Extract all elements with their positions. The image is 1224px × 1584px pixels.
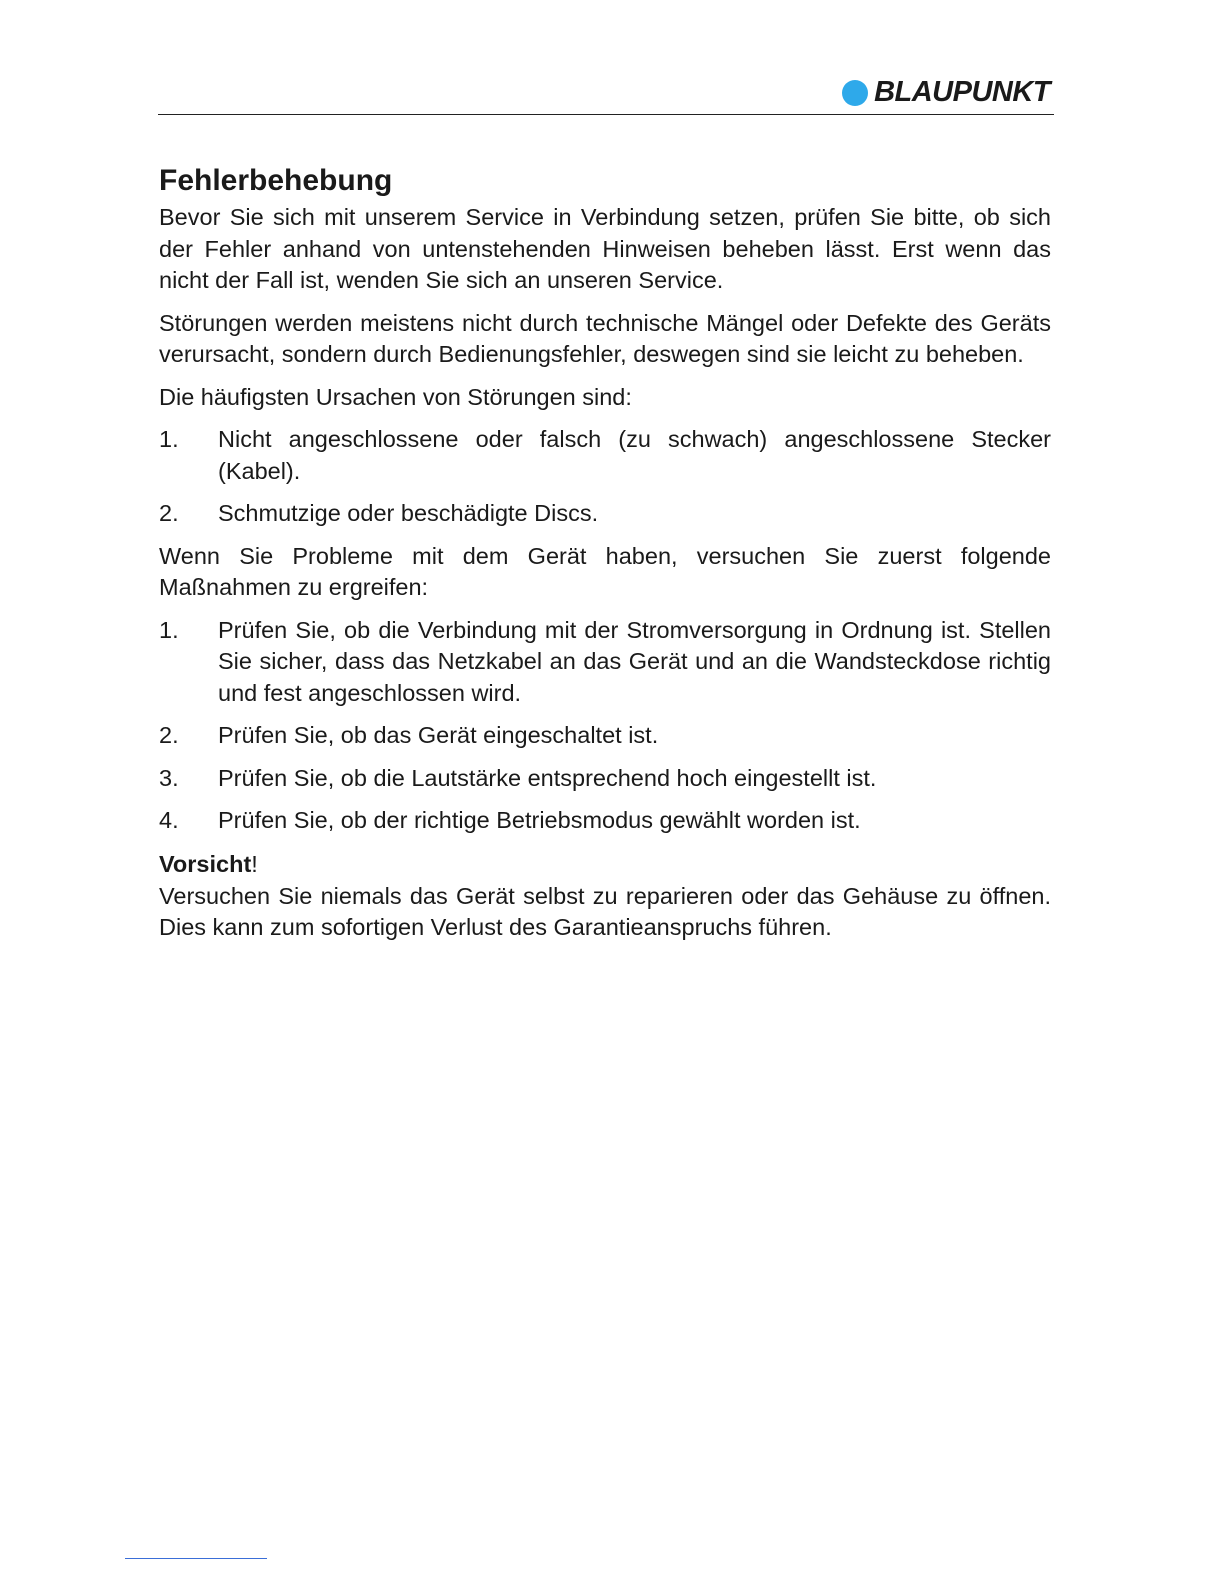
measures-intro: Wenn Sie Probleme mit dem Gerät haben, versuchen Sie zuerst folgende Maßnahmen zu ergreifen: [159, 542, 1051, 600]
warning-text: Versuchen Sie niemals das Gerät selbst zu reparieren oder das Gehäuse zu öffnen. Dies kann zum sofortigen Verlust des Garantieanspruchs führen. [159, 882, 1051, 940]
logo-dot-icon [842, 80, 868, 106]
list-item [159, 763, 1051, 795]
list-item [159, 720, 1051, 752]
list-number: 2. [159, 722, 179, 748]
intro-paragraph-1: Bevor Sie sich mit unserem Service in Verbindung setzen, prüfen Sie bitte, ob sich der Fehler anhand von untenstehenden Hinweisen beheben lässt. Erst wenn das nicht der Fall ist, wenden Sie sich an unseren Service. [159, 204, 1051, 293]
intro-paragraph-2: Störungen werden meistens nicht durch technische Mängel oder Defekte des Geräts verursacht, sondern durch Bedienungsfehler, deswegen sind sie leicht zu beheben. [159, 309, 1051, 367]
warning-heading [159, 848, 1051, 881]
list-number: 1. [159, 426, 179, 452]
list-number: 4. [159, 807, 179, 833]
list-item [159, 805, 1051, 837]
list-text: Schmutzige oder beschädigte Discs. [218, 500, 599, 526]
page-header [158, 72, 1054, 115]
measures-list [159, 615, 1051, 837]
brand-name: BLAUPUNKT [874, 76, 1050, 108]
section-title: Fehlerbehebung [159, 164, 393, 197]
warning-title: Vorsicht [159, 850, 252, 877]
causes-list [159, 424, 1051, 530]
intro-paragraph-3: Die häufigsten Ursachen von Störungen sind: [159, 383, 632, 410]
main-content [159, 160, 1051, 955]
list-item [159, 498, 1051, 530]
list-number: 2. [159, 500, 179, 526]
list-number: 1. [159, 616, 179, 643]
list-number: 3. [159, 764, 179, 791]
list-text: Prüfen Sie, ob die Lautstärke entsprechend hoch eingestellt ist. [218, 764, 877, 791]
list-item [159, 424, 1051, 487]
list-item [159, 615, 1051, 710]
footer-divider [125, 1558, 267, 1559]
brand-logo [842, 76, 1050, 109]
list-text: Prüfen Sie, ob der richtige Betriebsmodus gewählt worden ist. [218, 807, 861, 833]
list-text: Nicht angeschlossene oder falsch (zu schwach) angeschlossene Stecker (Kabel). [218, 426, 1051, 484]
list-text: Prüfen Sie, ob die Verbindung mit der Stromversorgung in Ordnung ist. Stellen Sie sicher, dass das Netzkabel an das Gerät und an die Wandsteckdose richtig und fest angeschlossen wird. [218, 616, 1051, 706]
warning-exclamation: ! [251, 850, 258, 877]
list-text: Prüfen Sie, ob das Gerät eingeschaltet ist. [218, 722, 659, 748]
